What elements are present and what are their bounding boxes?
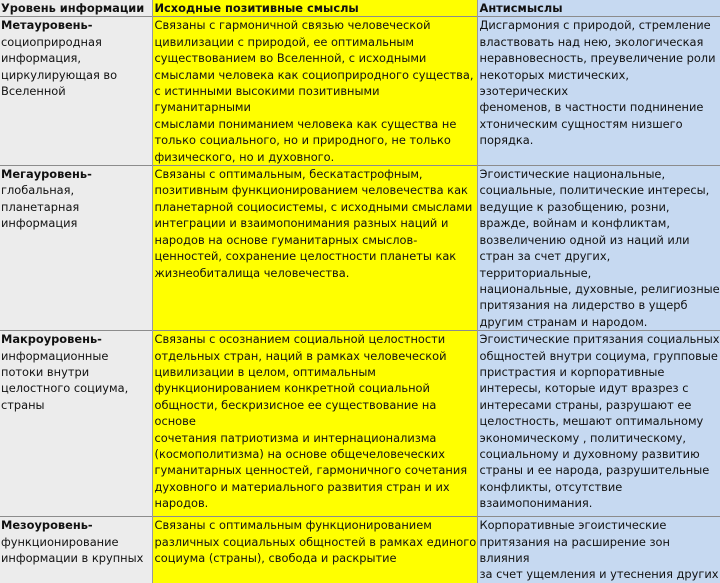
header-anti: Антисмыслы: [477, 0, 720, 17]
table-row: [0, 17, 720, 166]
level-cell: [0, 17, 152, 166]
level-text: Мегауровень- глобальная, планетарная информация: [1, 167, 92, 231]
level-cell: [0, 166, 152, 331]
anti-cell: Эгоистические притязания социальных общностей внутри социума, групповые пристрастия и корпоративные интересы, которые идут вразрез с интересами страны, разрушают ее целостность, мешают оптимальному экономическому , политическому, социальному и духовному развитию страны и ее народа, разрушительные конфликты, отсутствие взаимопонимания.: [477, 331, 720, 517]
header-level: Уровень информации: [0, 0, 152, 17]
table-row: [0, 166, 720, 331]
level-text: Мезоуровень- функционирование информации в крупных: [1, 518, 144, 565]
table-row: [0, 517, 720, 583]
positive-cell: Связаны с оптимальным функционированием различных социальных общностей в рамках единого социума (страны), свобода и раскрытие: [152, 517, 477, 583]
header-row: [0, 0, 720, 17]
anti-cell: Корпоративные эгоистические притязания на расширение зон влияния за счет ущемления и утеснения других: [477, 517, 720, 583]
level-cell: [0, 517, 152, 583]
level-cell: [0, 331, 152, 517]
level-text: Макроуровень- информационные потоки внутри целостного социума, страны: [1, 332, 129, 412]
positive-cell: Связаны с осознанием социальной целостности отдельных стран, наций в рамках человеческой цивилизации в целом, оптимальным функционированием конкретной социальной общности, бескризисное ее существование на основе сочетания патриотизма и интернационализма (космополитизма) на основе общечеловеческих гуманитарных ценностей, гармоничного сочетания духовного и материального развития стран и их народов.: [152, 331, 477, 517]
level-text: Метауровень- социоприродная информация, циркулирующая во Вселенной: [1, 18, 118, 99]
anti-cell: Дисгармония с природой, стремление властвовать над нею, экологическая неравновесность, преувеличение роли некоторых мистических, эзотерических феноменов, в частности поднинение хтоническим сущностям низшего порядка.: [477, 17, 720, 166]
positive-cell: Связаны с оптимальным, бескатастрофным, позитивным функционированием человечества как планетарной социосистемы, с исходными смыслами интеграции и взаимопонимания разных наций и народов на основе гуманитарных смыслов- ценностей, сохранение целостности планеты как жизнеобиталища человечества.: [152, 166, 477, 331]
table-row: [0, 331, 720, 517]
positive-cell: Связаны с гармоничной связью человеческой цивилизации с природой, ее оптимальным существованием во Вселенной, с исходными смыслами человека как социоприродного существа, с истинными высокими позитивными гуманитарными смыслами пониманием человека как существа не только социального, но и природного, не только физического, но и духовного.: [152, 17, 477, 166]
anti-cell: Эгоистические национальные, социальные, политические интересы, ведущие к разобщению, розни, вражде, войнам и конфликтам, возвеличению одной из наций или стран за счет других, территориальные, национальные, духовные, религиозные притязания на лидерство в ущерб другим странам и народом.: [477, 166, 720, 331]
header-positive: Исходные позитивные смыслы: [152, 0, 477, 17]
